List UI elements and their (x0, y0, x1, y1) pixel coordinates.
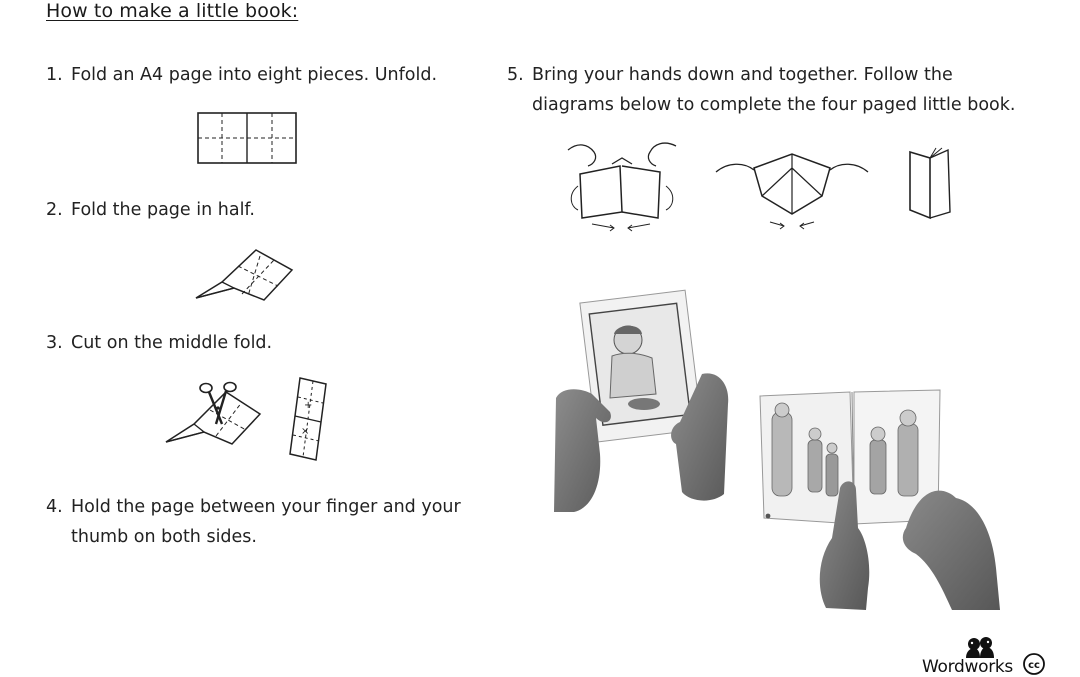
step-number: 1. (46, 65, 63, 85)
step-text (71, 492, 461, 552)
step-text: Cut on the middle fold. (71, 333, 273, 353)
license-badge-text: cc (1028, 660, 1040, 671)
push-together-diagram (564, 136, 680, 236)
svg-text:×: × (301, 426, 310, 437)
page-title: How to make a little book: (46, 0, 299, 22)
svg-text:+: + (304, 400, 313, 411)
step-number: 5. (507, 65, 524, 85)
step-number: 2. (46, 200, 63, 220)
scissors-icon (196, 380, 240, 428)
step-number: 3. (46, 333, 63, 353)
fold-star-diagram (714, 138, 870, 230)
creative-commons-icon (1022, 652, 1046, 676)
step-text (532, 60, 1015, 120)
fold-half-diagram (194, 248, 296, 304)
step-text: Fold the page in half. (71, 200, 255, 220)
finished-book-diagram (906, 146, 956, 222)
step-text: Fold an A4 page into eight pieces. Unfold. (71, 65, 438, 85)
photo-hands-open-book (756, 388, 1002, 612)
step-text-line-2: thumb on both sides. (71, 527, 257, 547)
step-text-line-2: diagrams below to complete the four paged little book. (532, 95, 1016, 115)
photo-hands-holding-book (552, 294, 732, 516)
step-text-line-1: Bring your hands down and together. Follow the (532, 65, 953, 85)
cut-strip-diagram (286, 376, 330, 462)
step-text-line-1: Hold the page between your finger and your (71, 497, 461, 517)
fold-eight-diagram (196, 111, 300, 165)
wordworks-logo-text: Wordworks (922, 657, 1013, 677)
step-number: 4. (46, 497, 63, 517)
wordworks-logo-icon (958, 636, 1002, 658)
